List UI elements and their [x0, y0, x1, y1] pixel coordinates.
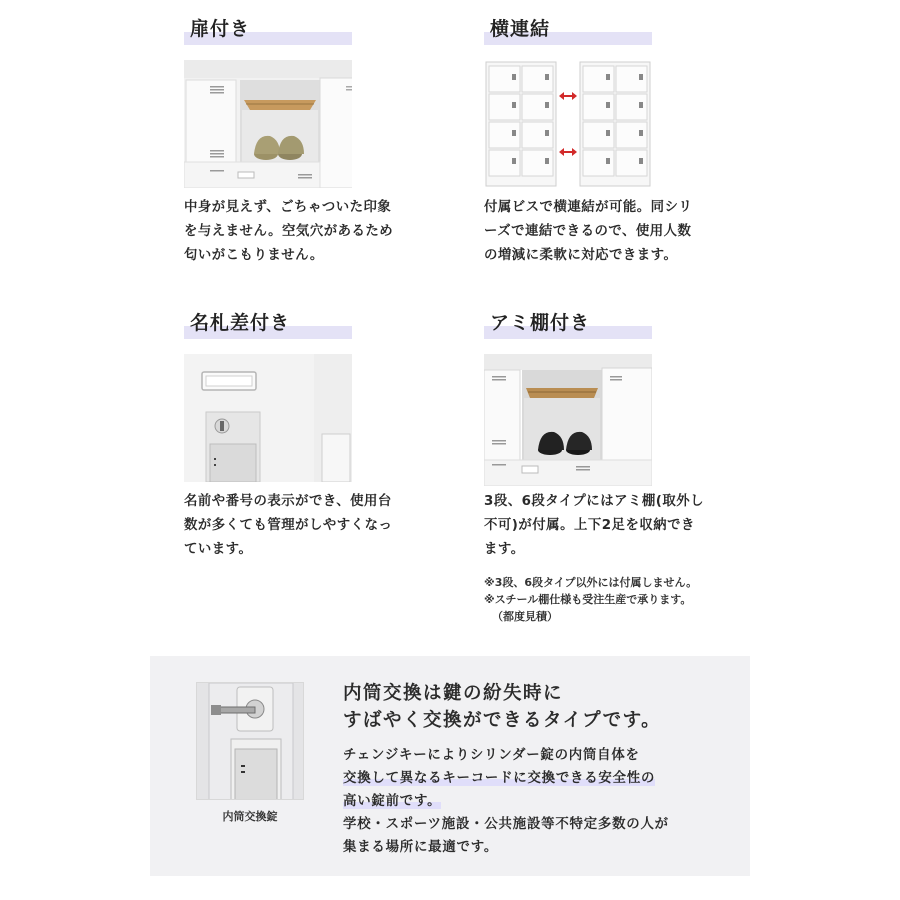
feature-heading: 扉付き: [184, 16, 352, 46]
highlighted-text: 高い錠前です。: [343, 794, 442, 809]
name-tag-photo: [184, 354, 352, 482]
feature-heading: 横連結: [484, 16, 652, 46]
panel-body: チェンジキーによりシリンダー錠の内筒自体を 交換して異なるキーコードに交換できる安全性の 高い錠前です。 学校・スポーツ施設・公共施設等不特定多数の人が 集まる場所に最適です。: [343, 748, 669, 855]
feature-description: 名前や番号の表示ができ、使用台 数が多くても管理がしやすくなっ ています。: [184, 494, 393, 557]
feature-heading: アミ棚付き: [484, 310, 652, 340]
door-locker-photo: [184, 60, 352, 188]
lock-photo-caption: 内筒交換錠: [222, 810, 278, 823]
highlighted-text: 交換して異なるキーコードに交換できる安全性の: [343, 771, 656, 786]
wire-shelf-photo: [484, 354, 652, 486]
feature-description: 中身が見えず、ごちゃついた印象 を与えません。空気穴があるため 匂いがこもりません。: [184, 200, 394, 263]
feature-heading: 名札差付き: [184, 310, 352, 340]
connected-lockers-photo: [484, 60, 652, 188]
panel-title: 内筒交換は鍵の紛失時に すばやく交換ができるタイプです。: [343, 683, 662, 731]
feature-description: 3段、6段タイプにはアミ棚(取外し 不可)が付属。上下2足を収納でき ます。: [484, 494, 705, 557]
feature-description: 付属ビスで横連結が可能。同シリ ーズで連結できるので、使用人数 の増減に柔軟に対応できます。: [484, 200, 693, 263]
cylinder-lock-photo: [196, 682, 304, 800]
feature-notes: ※3段、6段タイプ以外には付属しません。 ※スチール棚仕様も受注生産で承ります。 （都度見積）: [484, 576, 698, 623]
lock-info-panel: [150, 656, 750, 876]
connect-arrow-icon: [559, 92, 577, 156]
